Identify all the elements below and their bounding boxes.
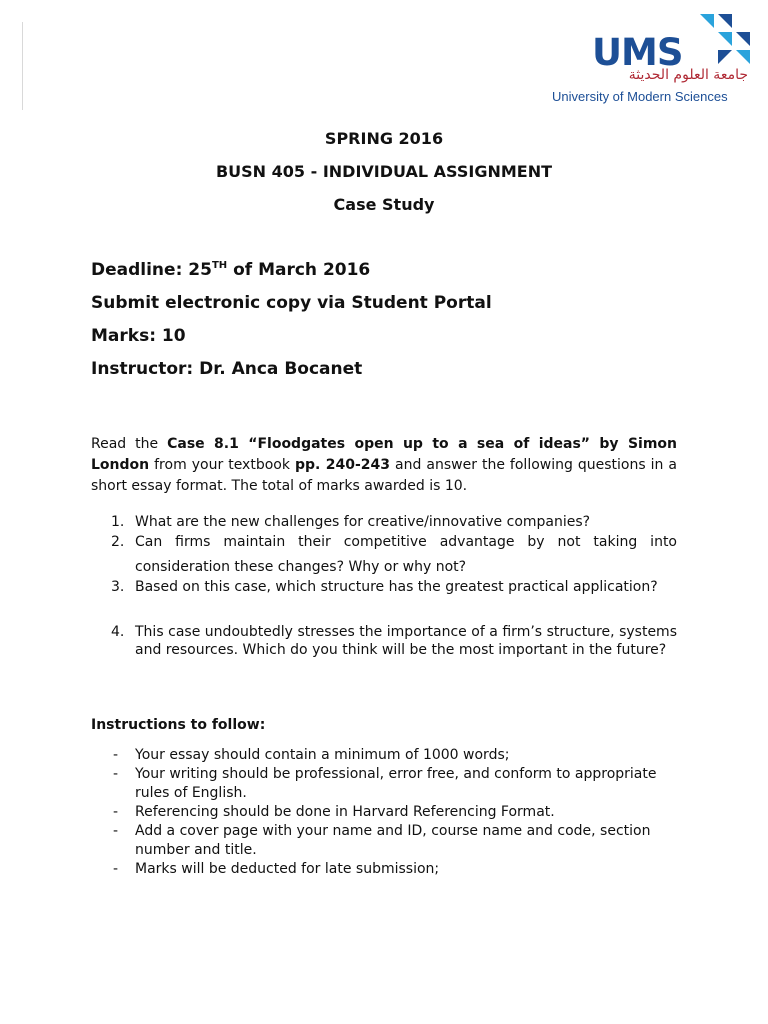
question-number: 4. [111, 624, 125, 640]
intro-text-1: Read the [91, 436, 168, 452]
page-margin-line [22, 22, 23, 110]
document-type-title: Case Study [333, 195, 435, 214]
question-text: This case undoubtedly stresses the importance of a firm’s structure, systems and resources. Which do you think will be the most important in the future? [135, 624, 677, 658]
instructions-heading: Instructions to follow: [91, 717, 266, 733]
intro-text-2: from your textbook [149, 457, 295, 473]
logo-arabic-name: جامعة العلوم الحديثة [628, 67, 748, 83]
marks: Marks: 10 [91, 326, 186, 346]
ums-logo-mark-icon [700, 14, 750, 66]
term-title: SPRING 2016 [324, 129, 444, 148]
case-title: Case 8.1 “Floodgates open up to a sea of ideas” by Simon London [91, 436, 677, 473]
course-title: BUSN 405 - INDIVIDUAL ASSIGNMENT [215, 162, 553, 181]
intro-paragraph [91, 434, 677, 497]
question-text: What are the new challenges for creative/innovative companies? [135, 514, 591, 530]
instruction-text: Referencing should be done in Harvard Referencing Format. [135, 804, 555, 820]
instruction-text: Marks will be deducted for late submission; [135, 861, 440, 877]
question-text: Can firms maintain their competitive advantage by not taking into consideration these changes? Why or why not? [135, 534, 677, 575]
instruction-bullet: - [113, 861, 119, 877]
deadline-suffix: of March 2016 [227, 260, 371, 280]
instruction-bullet: - [113, 766, 119, 782]
instructor: Instructor: Dr. Anca Bocanet [91, 359, 363, 379]
question-number: 2. [111, 534, 125, 550]
logo-english-name: University of Modern Sciences [552, 89, 728, 104]
submission-info: Submit electronic copy via Student Portal [91, 293, 492, 313]
logo-wordmark: UMS [592, 31, 683, 74]
deadline-superscript: TH [211, 260, 228, 271]
instruction-bullet: - [113, 804, 119, 820]
instruction-text: Add a cover page with your name and ID, course name and code, section number and title. [135, 823, 651, 858]
instruction-bullet: - [113, 747, 119, 763]
university-logo [550, 14, 750, 106]
textbook-pages: pp. 240-243 [294, 457, 391, 473]
deadline [91, 262, 370, 279]
intro-text-3: and answer the following questions in a short essay format. The total of marks awarded is 10. [91, 457, 678, 494]
deadline-prefix: Deadline: 25 [91, 260, 212, 280]
question-text: Based on this case, which structure has the greatest practical application? [135, 579, 658, 595]
instruction-text: Your essay should contain a minimum of 1000 words; [135, 747, 510, 763]
question-number: 1. [111, 514, 125, 530]
instruction-bullet: - [113, 823, 119, 839]
instruction-text: Your writing should be professional, error free, and conform to appropriate rules of English. [135, 766, 657, 801]
question-number: 3. [111, 579, 125, 595]
